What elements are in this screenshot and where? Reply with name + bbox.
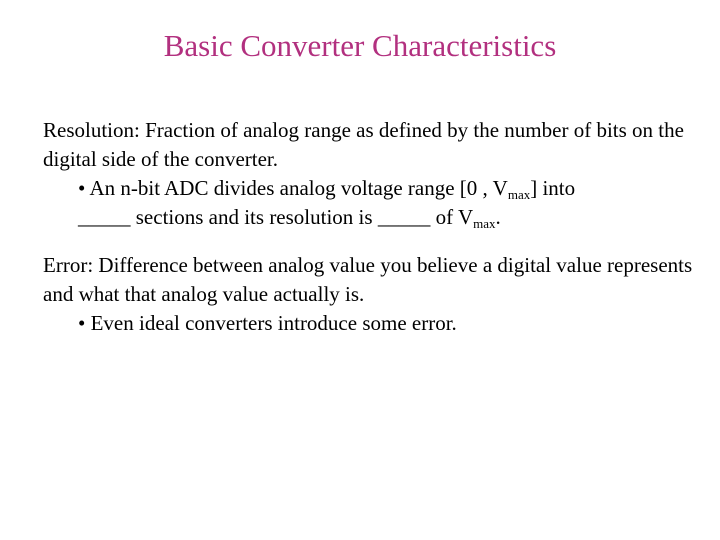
slide-body [43, 116, 703, 338]
resolution-bullet-text-3: sections and its resolution is [130, 205, 378, 229]
resolution-paragraph [43, 116, 703, 174]
bullet-marker: • [78, 311, 86, 335]
resolution-bullet-text-2: ] into [530, 176, 576, 200]
resolution-bullet [78, 174, 703, 232]
error-paragraph [43, 251, 703, 309]
vmax-subscript: max [507, 187, 531, 202]
resolution-term: Resolution [43, 118, 135, 142]
error-bullet [78, 309, 703, 338]
error-term: Error [43, 253, 88, 277]
bullet-marker: • [78, 176, 86, 200]
error-bullet-text: Even ideal converters introduce some error. [90, 311, 457, 335]
resolution-bullet-text-4: of V [430, 205, 474, 229]
resolution-bullet-text-5: . [495, 205, 501, 229]
resolution-bullet-text-1: An n-bit ADC divides analog voltage range [0 , V [89, 176, 508, 200]
error-definition: : Difference between analog value you believe a digital value represents and what that analog value actually is. [43, 253, 693, 306]
resolution-definition: : Fraction of analog range as defined by the number of bits on the digital side of the converter. [43, 118, 684, 171]
vmax-subscript: max [473, 216, 496, 231]
sections-blank: _____ [78, 205, 131, 229]
slide-title: Basic Converter Characteristics [163, 28, 557, 63]
resolution-blank: _____ [377, 205, 431, 229]
